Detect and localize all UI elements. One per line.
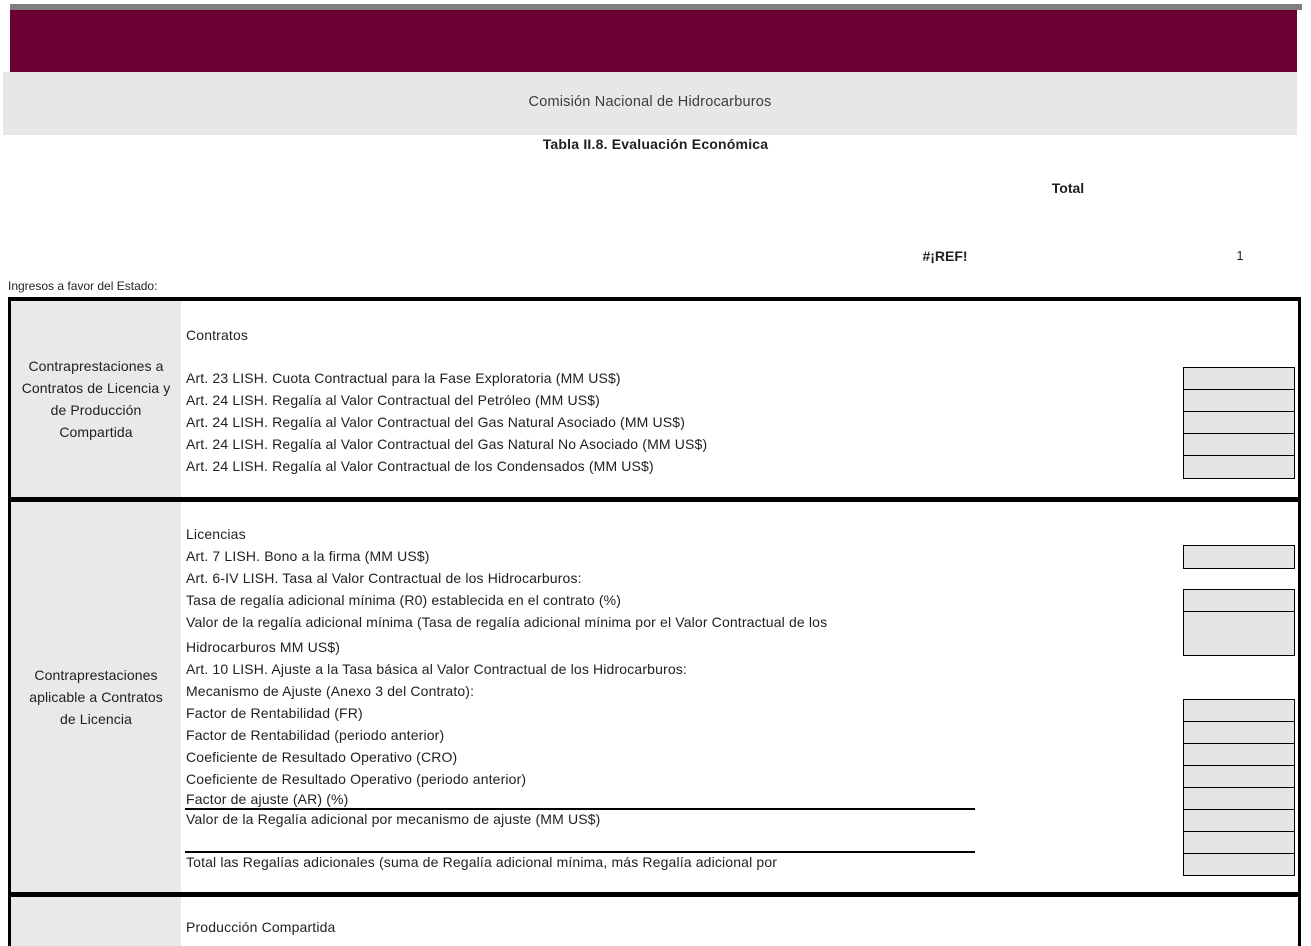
value-input-valor-regalia-mecanismo[interactable] bbox=[1183, 809, 1295, 832]
value-input-tasa-regalia-minima[interactable] bbox=[1183, 589, 1295, 612]
section1-label: Contraprestaciones a Contratos de Licencia y de Producción Compartida bbox=[21, 358, 171, 440]
value-input-factor-rentabilidad-anterior[interactable] bbox=[1183, 721, 1295, 744]
row-coeficiente-resultado-operativo: Coeficiente de Resultado Operativo (CRO) bbox=[186, 749, 458, 765]
table-border-top bbox=[8, 297, 1301, 301]
table-border-right bbox=[1298, 297, 1301, 946]
subtotal-rule-2 bbox=[185, 851, 975, 853]
row-hidrocarburos-mm-usd: Hidrocarburos MM US$) bbox=[186, 639, 341, 655]
value-input-factor-rentabilidad[interactable] bbox=[1183, 699, 1295, 722]
section1-heading: Contratos bbox=[186, 327, 249, 343]
section-divider-2 bbox=[8, 892, 1301, 897]
section3-label-cell bbox=[11, 897, 181, 946]
org-name: Comisión Nacional de Hidrocarburos bbox=[528, 94, 772, 110]
value-input-factor-ajuste[interactable] bbox=[1183, 787, 1295, 810]
row-art24-regalia-petroleo: Art. 24 LISH. Regalía al Valor Contractual del Petróleo (MM US$) bbox=[186, 392, 600, 408]
value-input-valor-regalia-minima[interactable] bbox=[1183, 611, 1295, 656]
row-valor-regalia-adicional-minima: Valor de la regalía adicional mínima (Tasa de regalía adicional mínima por el Valor Contractual de los bbox=[186, 614, 828, 630]
row-tasa-valor-contractual: Art. 6-IV LISH. Tasa al Valor Contractual de los Hidrocarburos: bbox=[186, 570, 582, 586]
brand-banner bbox=[10, 10, 1297, 72]
section3-heading: Producción Compartida bbox=[186, 919, 336, 935]
section2-heading: Licencias bbox=[186, 526, 246, 542]
value-input-regalia-gas-asociado[interactable] bbox=[1183, 411, 1295, 434]
row-art24-regalia-gas-no-asociado: Art. 24 LISH. Regalía al Valor Contractual del Gas Natural No Asociado (MM US$) bbox=[186, 436, 708, 452]
value-input-total-regalias[interactable] bbox=[1183, 853, 1295, 876]
row-ajuste-tasa-basica: Art. 10 LISH. Ajuste a la Tasa básica al Valor Contractual de los Hidrocarburos: bbox=[186, 661, 687, 677]
value-input-regalia-condensados[interactable] bbox=[1183, 455, 1295, 479]
ingresos-caption: Ingresos a favor del Estado: bbox=[8, 279, 158, 293]
row-valor-regalia-mecanismo-ajuste: Valor de la Regalía adicional por mecanismo de ajuste (MM US$) bbox=[186, 811, 601, 827]
row-factor-de-ajuste: Factor de ajuste (AR) (%) bbox=[186, 791, 349, 807]
value-input-bono-firma[interactable] bbox=[1183, 545, 1295, 569]
row-coeficiente-resultado-operativo-anterior: Coeficiente de Resultado Operativo (periodo anterior) bbox=[186, 771, 527, 787]
subtotal-rule-1 bbox=[185, 808, 975, 810]
row-art24-regalia-gas-asociado: Art. 24 LISH. Regalía al Valor Contractual del Gas Natural Asociado (MM US$) bbox=[186, 414, 686, 430]
value-input-cro[interactable] bbox=[1183, 743, 1295, 766]
row-art23-cuota-contractual: Art. 23 LISH. Cuota Contractual para la Fase Exploratoria (MM US$) bbox=[186, 370, 621, 386]
period-number-cell: 1 bbox=[1236, 248, 1244, 263]
section-divider-1 bbox=[8, 497, 1301, 502]
total-column-header: Total bbox=[1051, 180, 1085, 196]
value-input-cro-anterior[interactable] bbox=[1183, 765, 1295, 788]
row-factor-rentabilidad-anterior: Factor de Rentabilidad (periodo anterior) bbox=[186, 727, 445, 743]
table-title: Tabla II.8. Evaluación Económica bbox=[542, 136, 769, 152]
value-input-cuota-contractual[interactable] bbox=[1183, 367, 1295, 390]
row-factor-rentabilidad: Factor de Rentabilidad (FR) bbox=[186, 705, 363, 721]
org-name-band bbox=[3, 72, 1297, 135]
row-total-regalias-adicionales: Total las Regalías adicionales (suma de Regalía adicional mínima, más Regalía adicional por bbox=[186, 854, 778, 870]
section1-label-cell bbox=[11, 301, 181, 497]
section2-label-cell bbox=[11, 502, 181, 892]
value-input-blank[interactable] bbox=[1183, 831, 1295, 854]
row-bono-a-la-firma: Art. 7 LISH. Bono a la firma (MM US$) bbox=[186, 548, 430, 564]
row-art24-regalia-condensados: Art. 24 LISH. Regalía al Valor Contractual de los Condensados (MM US$) bbox=[186, 458, 654, 474]
section2-label: Contraprestaciones aplicable a Contratos de Licencia bbox=[29, 667, 163, 727]
ref-error-cell: #¡REF! bbox=[922, 248, 968, 264]
value-input-regalia-gas-no-asociado[interactable] bbox=[1183, 433, 1295, 456]
row-tasa-regalia-adicional-minima: Tasa de regalía adicional mínima (R0) establecida en el contrato (%) bbox=[186, 592, 622, 608]
value-input-regalia-petroleo[interactable] bbox=[1183, 389, 1295, 412]
row-mecanismo-de-ajuste: Mecanismo de Ajuste (Anexo 3 del Contrato): bbox=[186, 683, 475, 699]
